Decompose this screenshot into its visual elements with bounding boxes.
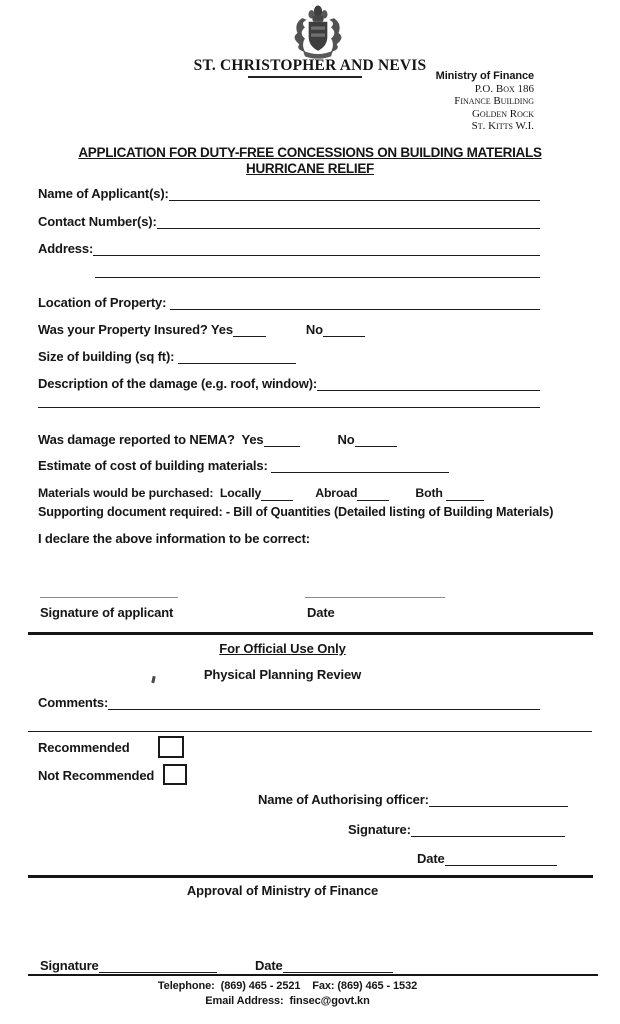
comments-field[interactable]: [108, 693, 540, 710]
country-name: ST. CHRISTOPHER AND NEVIS: [193, 57, 427, 74]
insured-no-field[interactable]: [323, 320, 365, 337]
address-field-line2[interactable]: [95, 268, 540, 278]
applicant-date-label-row: [307, 603, 335, 620]
materials-abroad-field[interactable]: [357, 484, 389, 501]
official-section-divider: [28, 632, 593, 635]
recommended-checkbox[interactable]: [158, 736, 184, 758]
property-insured-label: Was your Property Insured? Yes: [38, 322, 233, 337]
declaration-row: [38, 529, 310, 546]
address-row: [38, 239, 540, 256]
official-use-heading-band: [0, 640, 565, 658]
size-of-building-field[interactable]: [178, 347, 296, 364]
address-line-building: Finance Building: [454, 95, 534, 107]
nema-row: [38, 430, 397, 447]
contact-row: [38, 212, 540, 229]
approval-of-ministry-heading: Approval of Ministry of Finance: [186, 883, 379, 898]
approval-date-field[interactable]: [283, 956, 393, 973]
approval-section-divider: [28, 875, 593, 878]
approval-signature-label: Signature: [40, 958, 99, 973]
damage-description-line2[interactable]: [38, 398, 540, 408]
approval-date-label: Date: [255, 958, 283, 973]
for-official-use-only-heading: For Official Use Only: [219, 641, 346, 656]
applicant-date-field[interactable]: [305, 588, 445, 598]
applicant-signature-field[interactable]: [40, 588, 178, 598]
insured-yes-field[interactable]: [233, 320, 266, 337]
approval-signature-row: [40, 956, 217, 973]
approval-heading-band: [0, 882, 565, 900]
estimate-row: [38, 456, 449, 473]
damage-description-label: Description of the damage (e.g. roof, window):: [38, 376, 318, 391]
location-of-property-field[interactable]: [170, 293, 540, 310]
form-title: [0, 145, 620, 177]
footer-telephone-line: Telephone: (869) 465 - 2521 Fax: (869) 465 - 1532: [157, 980, 418, 992]
physical-planning-review-heading: Physical Planning Review: [203, 667, 362, 682]
signature-of-applicant-label: Signature of applicant: [40, 605, 174, 620]
address-line-country: St. Kitts W.I.: [471, 120, 534, 132]
damage-description-field[interactable]: [317, 374, 540, 391]
approval-signature-field[interactable]: [99, 956, 217, 973]
name-row: [38, 184, 540, 201]
size-row: [38, 347, 296, 364]
applicant-signature-label-row: [40, 603, 173, 620]
materials-row: [38, 484, 484, 501]
size-of-building-label: Size of building (sq ft):: [38, 349, 178, 364]
authorising-officer-field[interactable]: [429, 790, 568, 807]
supporting-document-row: [38, 503, 553, 520]
not-recommended-checkbox[interactable]: [163, 764, 187, 785]
approval-date-row: [255, 956, 393, 973]
not-recommended-row: [38, 766, 154, 783]
form-title-line1: APPLICATION FOR DUTY-FREE CONCESSIONS ON BUILDING MATERIALS: [78, 145, 542, 160]
nema-no-field[interactable]: [355, 430, 397, 447]
ministry-address-block: [436, 70, 534, 133]
planning-review-band: [0, 666, 565, 684]
officer-signature-label: Signature:: [348, 822, 411, 837]
materials-locally-field[interactable]: [261, 484, 293, 501]
contact-numbers-field[interactable]: [157, 212, 540, 229]
applicant-date-label: Date: [307, 605, 335, 620]
comments-label: Comments:: [38, 695, 109, 710]
estimate-cost-label: Estimate of cost of building materials:: [38, 458, 272, 473]
nema-no-label: No: [337, 432, 355, 447]
footer-divider: [28, 974, 598, 976]
address-line-district: Golden Rock: [471, 107, 534, 120]
officer-signature-field[interactable]: [411, 820, 565, 837]
address-label: Address:: [38, 241, 94, 256]
authorising-officer-row: [258, 790, 568, 807]
name-of-applicants-label: Name of Applicant(s):: [38, 186, 169, 201]
officer-signature-row: [348, 820, 565, 837]
materials-both-field[interactable]: [446, 484, 484, 501]
recommended-label: Recommended: [38, 740, 130, 755]
contact-numbers-label: Contact Number(s):: [38, 214, 157, 229]
officer-date-label: Date: [417, 851, 445, 866]
estimate-cost-field[interactable]: [271, 456, 449, 473]
materials-purchased-label: Materials would be purchased: Locally: [38, 486, 262, 500]
address-line-po-box: P.O. Box 186: [474, 82, 534, 95]
damage-row: [38, 374, 540, 391]
insured-row: [38, 320, 365, 337]
comments-field-line2[interactable]: [28, 722, 592, 732]
nema-reported-label: Was damage reported to NEMA? Yes: [38, 432, 264, 447]
officer-date-row: [417, 849, 557, 866]
materials-abroad-label: Abroad: [315, 486, 358, 500]
officer-date-field[interactable]: [445, 849, 557, 866]
coat-of-arms-icon: [288, 5, 348, 61]
comments-row: [38, 693, 540, 710]
nema-yes-field[interactable]: [264, 430, 300, 447]
name-of-applicants-field[interactable]: [169, 184, 540, 201]
materials-both-label: Both: [415, 486, 447, 500]
declaration-label: I declare the above information to be correct:: [38, 531, 310, 546]
footer-email-line: Email Address: finsec@govt.kn: [205, 995, 370, 1007]
address-field[interactable]: [93, 239, 540, 256]
location-row: [38, 293, 540, 310]
ministry-name: Ministry of Finance: [435, 70, 534, 82]
form-title-line2: HURRICANE RELIEF: [246, 161, 374, 176]
location-of-property-label: Location of Property:: [38, 295, 170, 310]
authorising-officer-label: Name of Authorising officer:: [258, 792, 429, 807]
not-recommended-label: Not Recommended: [38, 768, 155, 783]
recommended-row: [38, 738, 130, 755]
supporting-document-label: Supporting document required: - Bill of Quantities (Detailed listing of Building Materials): [38, 505, 554, 519]
insured-no-label: No: [305, 322, 323, 337]
country-name-underline: [248, 76, 362, 78]
